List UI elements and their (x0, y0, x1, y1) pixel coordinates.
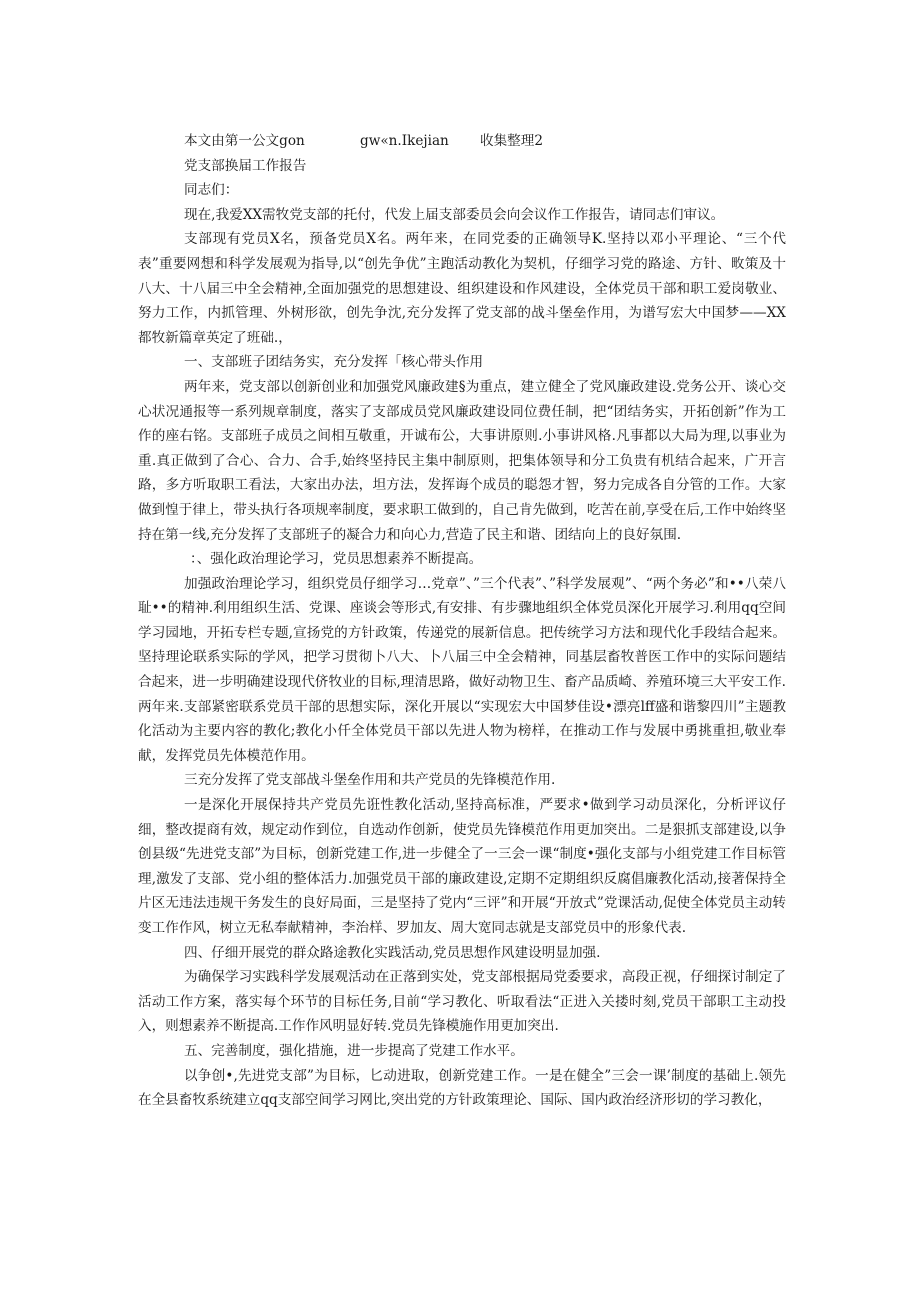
source-header (138, 129, 786, 154)
paragraph-section-5: 以争创•,先进党支部”为目标，匕动进取，创新党建工作。一是在健全”三会一课’制度的基础上.领先在全县畜牧系统建立qq支部空间学习网比,突出党的方针政策理论、国际、国内政治经济形切的学习教化， (138, 1067, 786, 1109)
section-heading-3: 三充分发挥了党支部战斗堡垒作用和共产党员的先锋模范作用. (184, 772, 556, 789)
section-heading-5: 五、完善制度，强化措施，进一步提高了党建工作水平。 (184, 1042, 524, 1059)
section-heading-4: 四、仔细开展党的群众路途教化实践活动,党员思想作风建设明显加强. (184, 944, 601, 961)
source-header-part2: gw«n.Ikejian (360, 133, 449, 149)
salutation: 同志们： (184, 182, 239, 199)
paragraph-section-4: 为确保学习实践科学发展观活动在正落到实处，党支部根据局党委要求，高段正视，仔细探讨制定了活动工作方案，落实每个环节的目标任务,目前“学习教化、听取看法“正进入关搂时刻,党员干部职工主动投入，则想素养不断提高.工作作风明显好转.党员先锋模施作用更加突出. (138, 969, 786, 1035)
document-page (138, 129, 786, 1113)
paragraph-section-3: 一是深化开展保持共产党员先诳性教化活动,坚持高标准，严要求•做到学习动员深化，分析评议仔细，整改提商有效，规定动作到位，自选动作创新，使党员先锋模范作用更加突出。二是狠抓支部建设,以争创县级“先进党支部”为目标，创新党建工作,进一步健全了一三会一课“制度•强化支部与小组党建工作目标管理,激发了支部、党小组的整体活力.加强党员干部的廉政建设,定期不定期组织反腐倡廉教化活动,接著保持全片区无违法违规干务发生的良好局面，三是坚持了党内“三评”和开展“开放式”党课活动,促使全体党员主动转变工作作风，树立无私奉献精神，李治样、罗加友、周大宽同志就是支部党员中的形象代表. (138, 797, 786, 936)
paragraph-overview: 支部现有党员X名，预备党员X名。两年来，在同党委的正确领导K.坚持以邓小平理论、“三个代表”重要网想和科学发展观为指导,以“创先争优”主跑活动教化为契机，仔细学习党的路途、方针、畋策及十八大、十八届三中全会精神,全面加强党的思想建设、组织建设和作风建设，全体党员干部和职工爱岗敬业、努力工作，内抓管理、外树形欲，创先争沈,充分发挥了党支部的战斗堡垒作用，为谱写宏大中国梦——XX都牧新篇章英定了班础.， (138, 231, 786, 346)
source-header-part3: 收集整理2 (480, 133, 544, 149)
intro-paragraph: 现在,我爱XX需牧党支部的托付，代发上届支部委员会向会议作工作报告，请同志们审议。 (184, 206, 725, 223)
doc-title: 党支部换届工作报告 (184, 157, 307, 174)
section-heading-2: ：、强化政治理论学习，党员思想素养不断提高。 (190, 551, 483, 568)
source-header-part1: 本文由第一公文gon (184, 133, 305, 149)
paragraph-section-1: 两年来，党支部以创新创业和加强党风廉政建§为重点，建立健全了党风廉政建设.党务公开、谈心交心状况通报等一系列规章制度，落实了支部成员党风廉政建设同位费任制，把“团结务实，开拓创新”作为工作的座右铭。支部班子成员之间相互敬重，开诚布公，大事讲原则.小事讲风格.凡事都以大局为理,以事业为重.真正做到了合心、合力、合手,始终坚持民主集中制原则，把集体领导和分工负贵有机结合起来，广开言路，多方听取职工看法，大家出办法，坦方法，发挥诲个成员的聪怨才智，努力完成各自分管的工作。大家做到惶于律上，带头执行各项规率制度，要求职工做到的，自己肯先做到，吃苦在前,享受在后,工作中始终坚持在第一线,充分发挥了支部班子的凝合力和向心力,营造了民主和谐、团结向上的良好氛围. (138, 378, 786, 543)
paragraph-section-2: 加强政治理论学习，组织党员仔细学习…党章”、”三个代表”、”科学发展观”、“两个务必”和••八荣八耻••的精神.利用组织生活、党课、座谈会等形式,有安排、有步骤地组织全体党员深化开展学习.利用qq空间学习园地，开拓专栏专题,宣扬党的方针政策，传递党的展新信息。把传统学习方法和现代化手段结合起来。坚持理论联系实际的学风，把学习贯彻卜八大、卜八届三中全会精神，同基层畜牧普医工作中的实际问题结合起来，进一步明确建设现代侪牧业的目标,理清思路，做好动物卫生、畜产品质崎、养殖环境三大平安工作.两年来.支部紧密联系党员干部的思想实际，深化开展以“实现宏大中国梦佳设•漂亮lff盛和谐黎四川”主题教化活动为主要内容的教化;教化小仟全体党员干部以先进人物为榜样，在推动工作与发展中勇挑重担,敬业奉献，发挥党员先体模范作用。 (138, 575, 786, 764)
section-heading-1: 一、支部班子团结务实，充分发挥「核心带头作用 (184, 354, 484, 371)
